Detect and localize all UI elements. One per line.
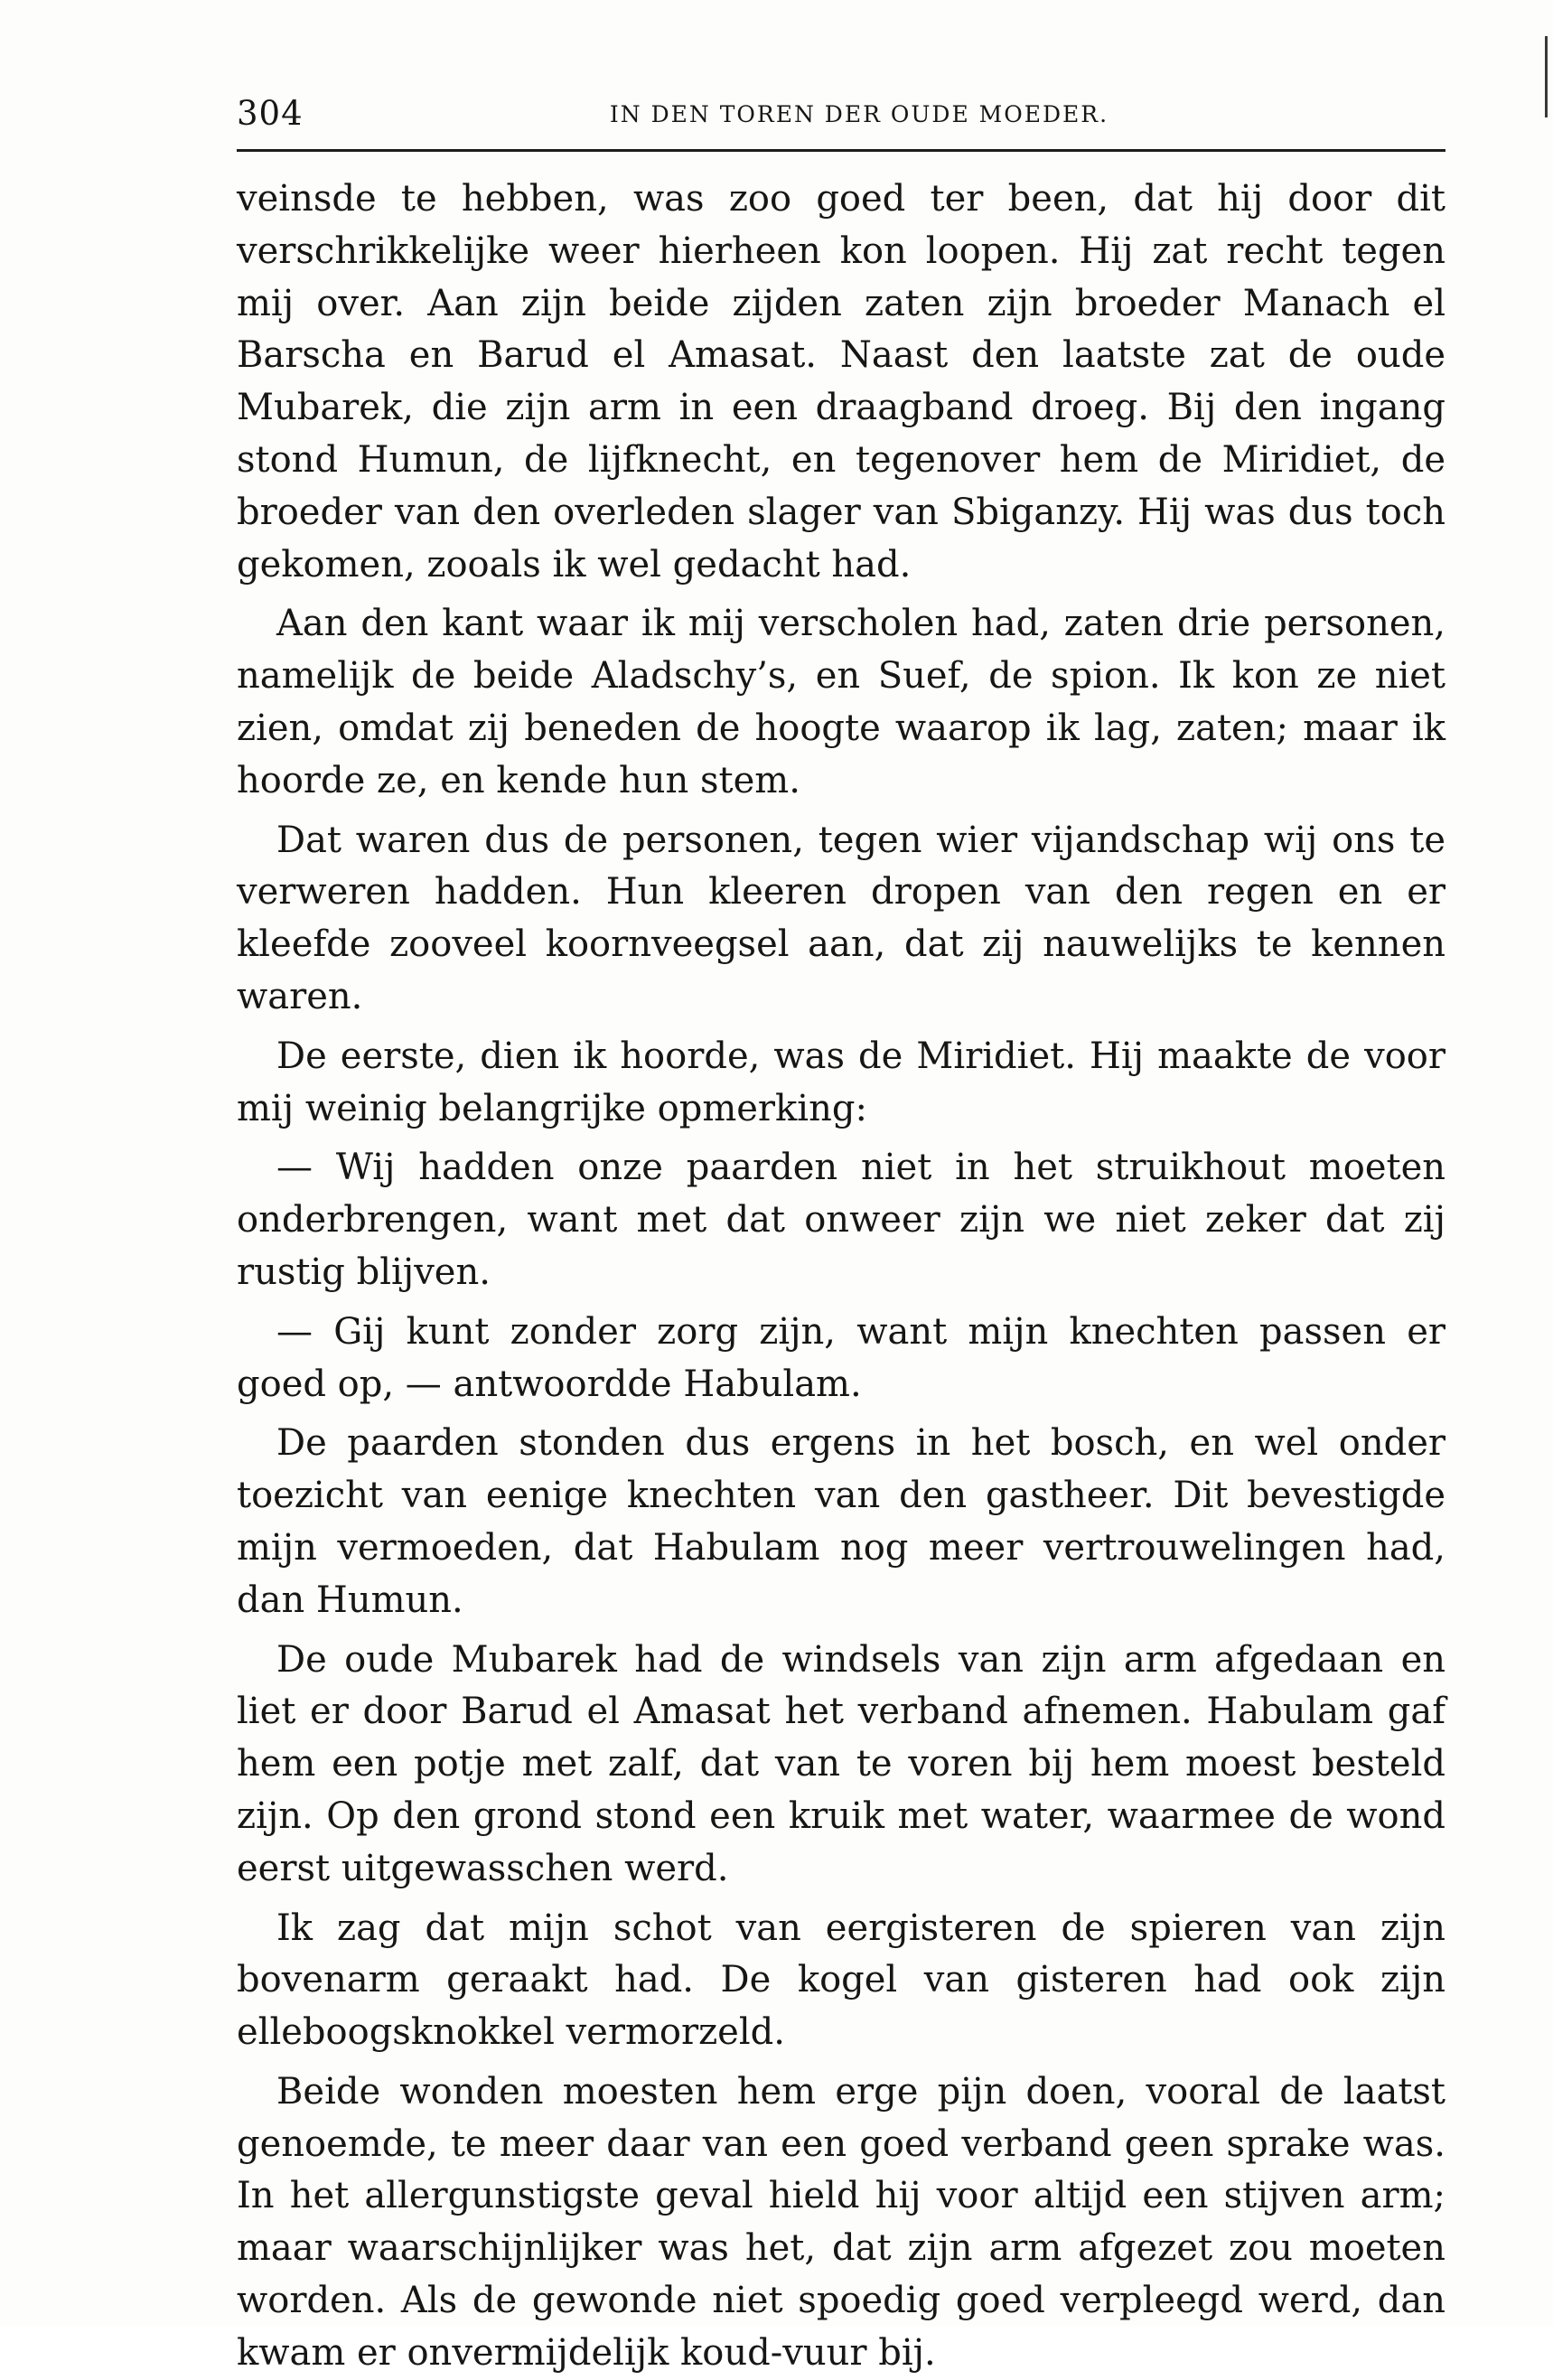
paragraph: Beide wonden moesten hem erge pijn doen, vooral de laatst genoemde, te meer daar van een goed verband geen sprake was. In het allergunstigste geval hield hij voor altijd een stijven arm; maar waarschijnlijker was het, dat zijn arm afgezet zou moeten worden. Als de gewonde niet spoedig goed verpleegd werd, dan kwam er onvermijdelijk koud-vuur bij. [237,2070,1445,2374]
paragraph: De oude Mubarek had de windsels van zijn arm afgedaan en liet er door Barud el Amasat het verband afnemen. Habulam gaf hem een potje met zalf, dat van te voren bij hem moest besteld zijn. Op den grond stond een kruik met water, waarmee de wond eerst uitgewasschen werd. [237,1638,1445,1889]
paragraph: Ik zag dat mijn schot van eergisteren de spieren van zijn bovenarm geraakt had. De kogel van gisteren had ook zijn elleboogsknokkel vermorzeld. [237,1907,1445,2054]
paragraph: Dat waren dus de personen, tegen wier vijandschap wij ons te verweren hadden. Hun kleeren dropen van den regen en er kleefde zooveel koornveegsel aan, dat zij nauwelijks te kennen waren. [237,819,1445,1017]
paragraph: De eerste, dien ik hoorde, was de Miridiet. Hij maakte de voor mij weinig belangrijke opmerking: [237,1035,1445,1129]
paragraph: Aan den kant waar ik mij verscholen had, zaten drie personen, namelijk de beide Aladschy’s, en Suef, de spion. Ik kon ze niet zien, omdat zij beneden de hoogte waarop ik lag, zaten; maar ik hoorde ze, en kende hun stem. [237,603,1445,801]
running-head [237,83,1445,146]
running-title: IN DEN TOREN DER OUDE MOEDER. [609,101,1109,127]
page-edge-mark [1545,36,1548,117]
paragraph: veinsde te hebben, was zoo goed ter been, dat hij door dit verschrikkelijke weer hierheen kon loopen. Hij zat recht tegen mij over. Aan zijn beide zijden zaten zijn broeder Manach el Barscha en Barud el Amasat. Naast den laatste zat de oude Mubarek, die zijn arm in een draagband droeg. Bij den ingang stond Humun, de lijfknecht, en tegenover hem de Miridiet, de broeder van den overleden slager van Sbiganzy. Hij was dus toch gekomen, zooals ik wel gedacht had. [237,178,1445,586]
dialogue-paragraph: — Wij hadden onze paarden niet in het struikhout moeten onderbrengen, want met dat onweer zijn we niet zeker dat zij rustig blijven. [237,1147,1445,1293]
page-number: 304 [237,94,304,133]
header-rule [237,149,1445,152]
paragraph: De paarden stonden dus ergens in het bosch, en wel onder toezicht van eenige knechten van den gastheer. Dit bevestigde mijn vermoeden, dat Habulam nog meer vertrouwelingen had, dan Humun. [237,1422,1445,1621]
dialogue-paragraph: — Gij kunt zonder zorg zijn, want mijn knechten passen er goed op, — antwoordde Habulam. [237,1310,1445,1405]
body-text [237,173,1445,2380]
